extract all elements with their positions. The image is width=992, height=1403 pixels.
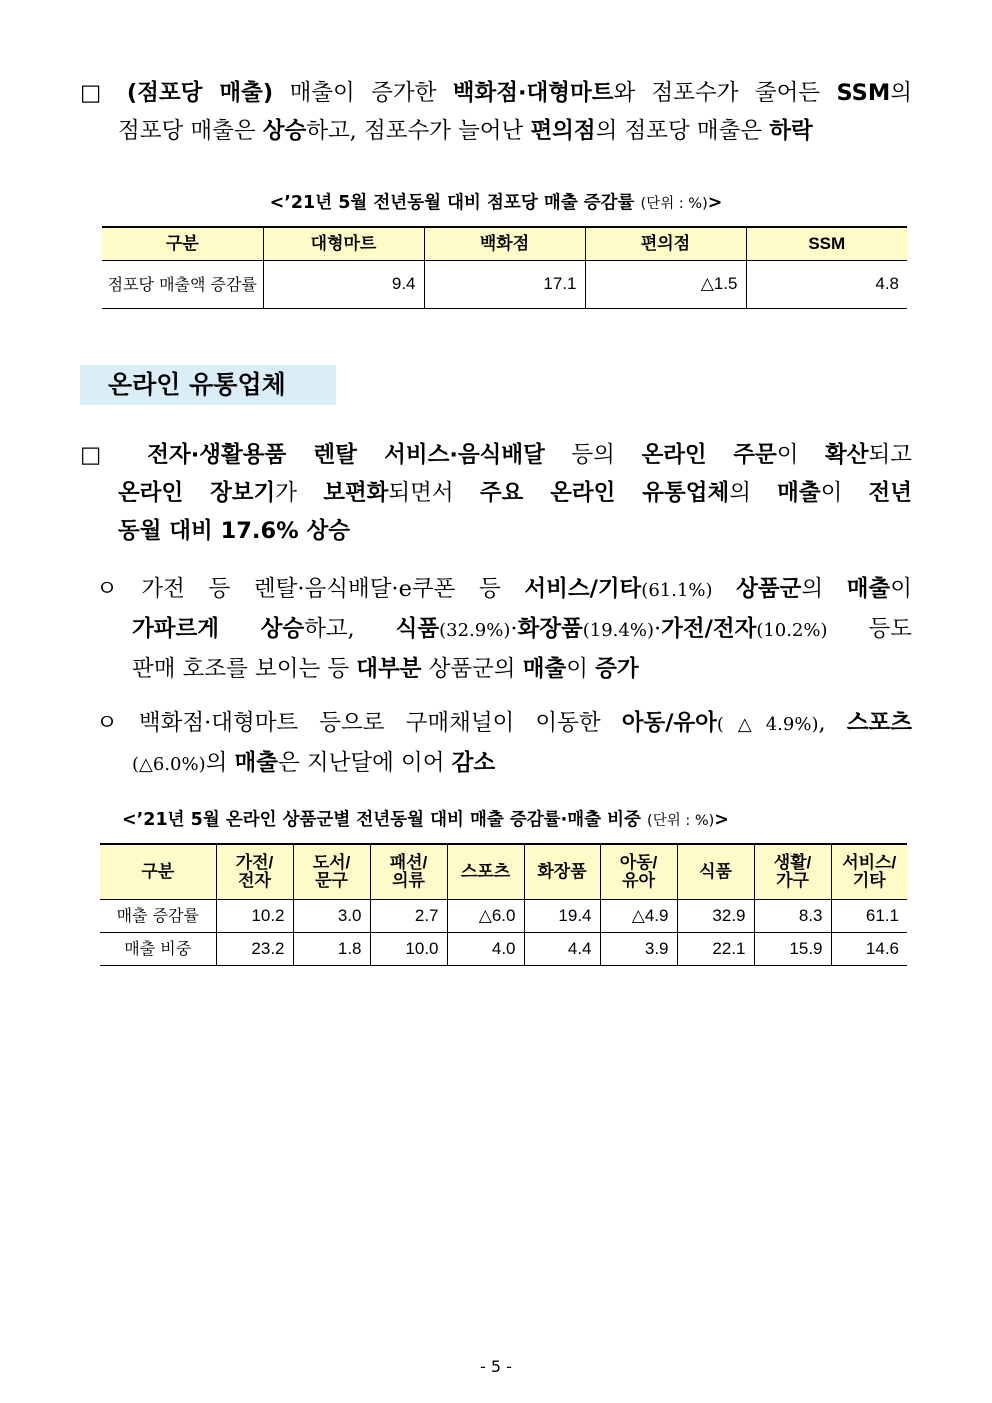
paragraph-line [80, 112, 912, 150]
table-cell: 10.0 [370, 932, 447, 965]
bold-text: 서비스/기타 [524, 576, 642, 602]
circle-bullet: ㅇ [96, 576, 118, 602]
table-header-cell: 구분 [100, 844, 216, 899]
paragraph-online-sales [80, 436, 912, 550]
text-run: 의 [890, 80, 912, 106]
bold-text: 하락 [769, 118, 813, 144]
text-run: (32.9%) [439, 620, 511, 641]
text-run: , [818, 710, 847, 736]
paragraph-line [96, 704, 912, 744]
bold-text: 스포츠 [846, 710, 912, 736]
table2-caption: <’21년 5월 온라인 상품군별 전년동월 대비 매출 증감률·매출 비중 (단위 : %)> [122, 810, 729, 830]
text-run: 점포당 매출은 [118, 118, 263, 144]
table-header-cell: 식품 [677, 844, 754, 899]
text-run: 이 [820, 480, 869, 506]
checkbox-bullet: □ [80, 80, 111, 106]
table-cell: △4.9 [600, 899, 677, 932]
table-cell: 61.1 [831, 899, 907, 932]
table-cell: 22.1 [677, 932, 754, 965]
paragraph-line [96, 650, 912, 688]
table-cell: 9.4 [263, 260, 424, 308]
bold-text: 편의점 [530, 118, 596, 144]
table-cell: △1.5 [585, 260, 746, 308]
table-header-cell: 패션/ 의류 [370, 844, 447, 899]
bold-text: 가파르게 상승 [132, 616, 305, 642]
text-run: · [510, 616, 518, 642]
bold-text: 매출 [777, 480, 821, 506]
text-run: (△6.0%) [132, 754, 206, 775]
text-run: 등도 [827, 616, 912, 642]
text-run: (10.2%) [756, 620, 828, 641]
table-header-cell: 백화점 [424, 227, 585, 260]
table-cell: 10.2 [216, 899, 293, 932]
table-cell: 3.9 [600, 932, 677, 965]
text-run: 은 지난달에 이어 [278, 750, 452, 776]
table-cell: 4.4 [524, 932, 600, 965]
bullet-kids-sports-decline [96, 704, 912, 784]
text-run: 의 [729, 480, 778, 506]
section-title: 온라인 유통업체 [80, 365, 336, 405]
text-run: 가전 등 렌탈·음식배달·e쿠폰 등 [117, 576, 525, 602]
text-run: 의 [801, 576, 847, 602]
table-header-cell: SSM [746, 227, 907, 260]
bold-text: 확산 [825, 442, 869, 468]
bold-text: 증가 [595, 656, 639, 682]
text-run: (19.4%) [582, 620, 654, 641]
checkbox-bullet: □ [80, 442, 121, 468]
table-row-label: 점포당 매출액 증감률 [102, 260, 263, 308]
table-cell: 23.2 [216, 932, 293, 965]
text-run [707, 442, 734, 468]
table-cell: 14.6 [831, 932, 907, 965]
bold-text: 매출 [234, 750, 278, 776]
table1-caption: <’21년 5월 전년동월 대비 점포당 매출 증감률 (단위 : %)> [269, 193, 723, 213]
bold-text: 전년 [868, 480, 912, 506]
bold-text: 화장품 [517, 616, 583, 642]
table-online-categories [100, 843, 907, 966]
text-run: 상품군의 [421, 656, 523, 682]
table-cell: 2.7 [370, 899, 447, 932]
table-header-cell: 대형마트 [263, 227, 424, 260]
table-row [100, 899, 907, 932]
bold-text: 주요 온라인 유통업체 [479, 480, 730, 506]
text-run: 가 [275, 480, 324, 506]
bold-text: (점포당 매출) [126, 80, 274, 106]
text-run: (61.1%) [641, 580, 713, 601]
table-header-cell: 아동/ 유아 [600, 844, 677, 899]
text-run: 이 [890, 576, 912, 602]
table-header-cell: 생활/ 가구 [754, 844, 831, 899]
page-number: - 5 - [480, 1357, 512, 1376]
bold-text: 매출 [522, 656, 567, 682]
table-row-label: 매출 증감률 [100, 899, 216, 932]
table-cell: △6.0 [447, 899, 524, 932]
table-header-cell: 구분 [102, 227, 263, 260]
table-cell: 19.4 [524, 899, 600, 932]
bold-text: 대부분 [356, 656, 422, 682]
circle-bullet: ㅇ [96, 710, 118, 736]
table-header-row [100, 844, 907, 899]
text-run: 이 [566, 656, 596, 682]
table-cell: 1.8 [293, 932, 370, 965]
paragraph-line [80, 74, 912, 112]
text-run: 하고, [304, 616, 396, 642]
table-row [100, 932, 907, 965]
paragraph-line [80, 436, 912, 474]
paragraph-line [80, 474, 912, 512]
table-header-cell: 가전/ 전자 [216, 844, 293, 899]
table-header-cell: 화장품 [524, 844, 600, 899]
table-cell: 32.9 [677, 899, 754, 932]
table-cell: 15.9 [754, 932, 831, 965]
text-run: 되고 [868, 442, 912, 468]
table-row-label: 매출 비중 [100, 932, 216, 965]
bold-text: 동월 대비 17.6% 상승 [118, 518, 350, 544]
table-cell: 4.0 [447, 932, 524, 965]
text-run: 의 점포당 매출은 [595, 118, 770, 144]
text-run: 되면서 [388, 480, 480, 506]
bold-text: 아동/유아 [621, 710, 717, 736]
paragraph-store-sales [80, 74, 912, 150]
bold-text: 주문 [733, 442, 777, 468]
bold-text: 가전/전자 [661, 616, 757, 642]
text-run: 이 [776, 442, 826, 468]
bold-text: 보편화 [323, 480, 389, 506]
bold-text: 감소 [451, 750, 496, 776]
text-run: 의 [205, 750, 235, 776]
table-cell: 17.1 [424, 260, 585, 308]
bold-text: 식품 [395, 616, 440, 642]
text-run: · [653, 616, 662, 642]
text-run [713, 576, 737, 602]
paragraph-line [96, 610, 912, 650]
table-cell: 8.3 [754, 899, 831, 932]
paragraph-line [96, 570, 912, 610]
table-store-sales [102, 226, 907, 309]
paragraph-line [96, 744, 912, 784]
bold-text: 백화점·대형마트 [452, 80, 614, 106]
text-run: 하고, 점포수가 늘어난 [306, 118, 531, 144]
text-run: 매출이 증가한 [273, 80, 453, 106]
table-header-cell: 서비스/ 기타 [831, 844, 907, 899]
text-run: 와 점포수가 줄어든 [613, 80, 837, 106]
table-cell: 3.0 [293, 899, 370, 932]
bold-text: 온라인 [641, 442, 707, 468]
text-run: 판매 호조를 보이는 등 [132, 656, 357, 682]
paragraph-line [80, 512, 912, 550]
text-run [110, 80, 126, 106]
bullet-services-growth [96, 570, 912, 688]
table-header-cell: 편의점 [585, 227, 746, 260]
text-run: (△4.9%) [716, 714, 819, 735]
table-header-cell: 도서/ 문구 [293, 844, 370, 899]
text-run: 백화점·대형마트 등으로 구매채널이 이동한 [117, 710, 622, 736]
bold-text: 상품군 [736, 576, 802, 602]
table-header-cell: 스포츠 [447, 844, 524, 899]
bold-text: 전자·생활용품 렌탈 서비스·음식배달 [147, 442, 545, 468]
text-run [121, 442, 148, 468]
bold-text: 온라인 장보기 [118, 480, 276, 506]
bold-text: 매출 [846, 576, 891, 602]
text-run: 등의 [544, 442, 642, 468]
bold-text: SSM [836, 80, 891, 106]
bold-text: 상승 [262, 118, 307, 144]
table-cell: 4.8 [746, 260, 907, 308]
